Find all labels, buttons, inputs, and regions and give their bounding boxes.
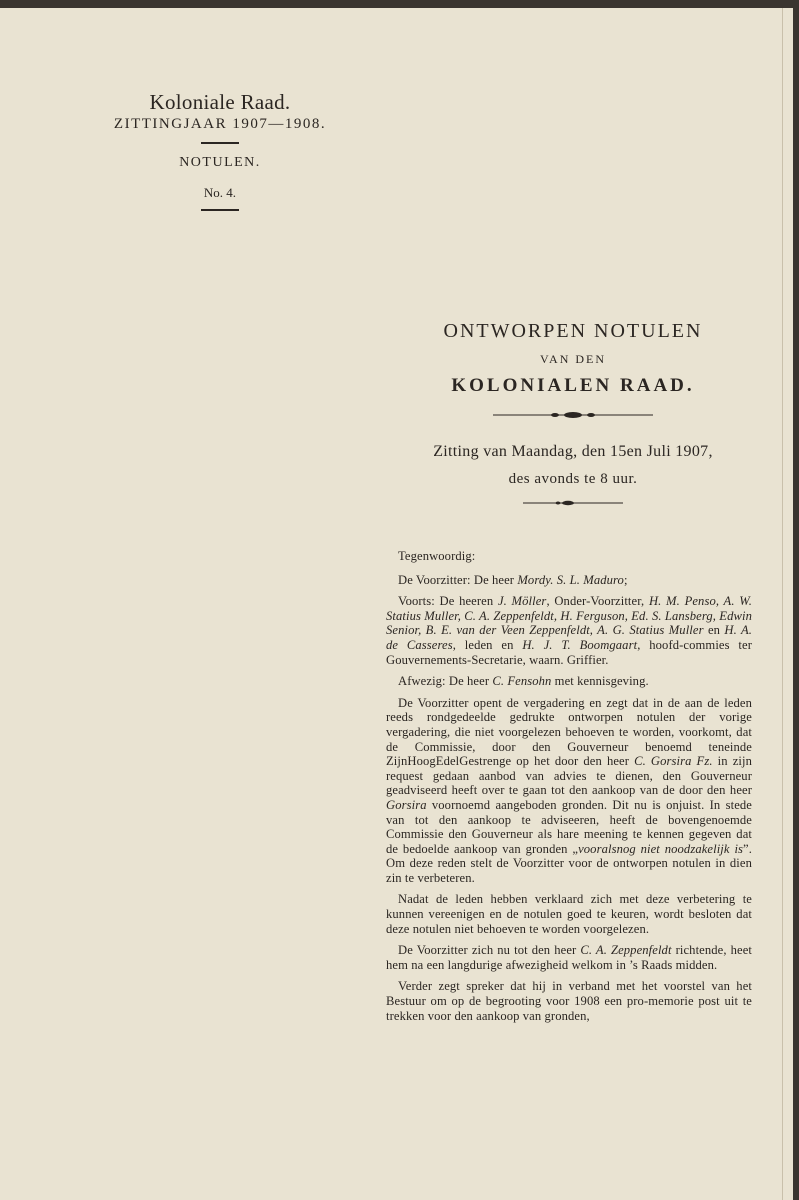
text-span: De Voorzitter opent de vergadering en zegt dat in de aan de leden reeds rondgedeelde gedrukte ontworpen notulen der vorige vergadering, die niet voorgelezen behoeven te worden, voorkomt, dat de Commissie, door den Gouverneur benoemd teneinde ZijnHoogEdelGestrenge op het door den heer [386,695,752,769]
person-name: C. Fensohn [492,674,552,689]
issue-number: No. 4. [203,185,237,200]
person-name: Mordy. S. L. Maduro [517,572,624,587]
council-name: KOLONIALEN RAAD. [451,375,695,396]
opening-paragraph [386,696,752,886]
header-rule-2 [201,209,239,211]
document-subtitle: VAN DEN [539,352,607,366]
quoted-phrase: vooralsnog niet noodzakelijk is [578,841,744,856]
minutes-body [386,549,752,1030]
council-title: Koloniale Raad. [149,90,291,114]
text-span: richtende, heet hem na een langdurige afwezigheid welkom in ’s Raads midden. [386,943,753,972]
section-label: NOTULEN. [179,155,261,170]
text-span: Nadat de leden hebben verklaard zich met deze verbetering te kunnen vereenigen en de notulen goed te keuren, wordt besloten dat deze notulen niet behoeven te worden voorgelezen. [386,892,752,936]
right-header [394,318,752,506]
header-rule [201,142,239,144]
session-time: des avonds te 8 uur. [508,471,638,487]
text-span: met kennisgeving. [551,674,649,689]
text-span: Afwezig: De heer [398,674,493,689]
text-span: en [703,623,725,638]
text-span: in zijn request gedaan aanbod van advies te dienen, den Gouverneur geadviseerd heeft over te gaan tot den aankoop van de door den heer [386,754,752,798]
page-edge-line [782,8,783,1200]
person-name: H. A. de Casseres [386,623,752,652]
budget-paragraph [386,979,752,1023]
left-header [70,90,370,211]
text-span: , Onder-Voorzitter, [546,594,649,609]
session-date: Zitting van Maandag, den 15en Juli 1907, [433,443,713,460]
text-span: , leden en [452,637,523,652]
text-span: De Voorzitter zich nu tot den heer [398,943,581,958]
text-span: ”. Om deze reden stelt de Voorzitter voor de ontworpen notulen in dien zin te verbeteren. [386,841,752,885]
ornament-divider-icon [493,411,653,419]
attendance-label: Tegenwoordig: [398,549,476,563]
approval-paragraph [386,892,752,936]
absent-paragraph [386,674,752,689]
document-title: ONTWORPEN NOTULEN [443,320,703,342]
text-span: Verder zegt spreker dat hij in verband met het voorstel van het Bestuur om op de begrooting voor 1908 een pro-memorie post uit te trekken voor den aankoop van gronden, [386,979,752,1023]
text-span: De Voorzitter: De heer [398,572,518,587]
attendance-heading [386,549,752,564]
document-page [0,8,793,1200]
person-name: H. M. Penso, A. W. Statius Muller, C. A. Zeppenfeldt, H. Ferguson, Ed. S. Lansberg, Edwin Senior, B. E. van der Veen Zeppenfeldt, A. G. Statius Muller [386,594,752,638]
ornament-divider-small-icon [523,500,623,506]
text-span: ; [623,572,628,587]
person-name: J. Möller [497,594,547,609]
text-span: Voorts: De heeren [398,594,498,609]
person-name: C. Gorsira Fz. [634,754,713,769]
person-name: C. A. Zeppenfeldt [580,943,672,958]
text-span: , hoofd-commies ter Gouvernements-Secretarie, waarn. Griffier. [386,637,753,667]
session-year: ZITTINGJAAR 1907—1908. [113,116,327,132]
person-name: Gorsira [386,797,427,812]
text-span: voornoemd aangeboden gronden. Dit nu is onjuist. In stede van tot den aankoop te adviseeren, heeft de bovengenoemde Commissie den Gouverneur als hare meening te kennen gegeven dat de bedoelde aankoop van gronden „ [386,797,752,856]
chair-paragraph [386,573,752,588]
person-name: H. J. T. Boomgaart [522,637,638,652]
members-paragraph [386,594,752,667]
welcome-paragraph [386,943,752,972]
